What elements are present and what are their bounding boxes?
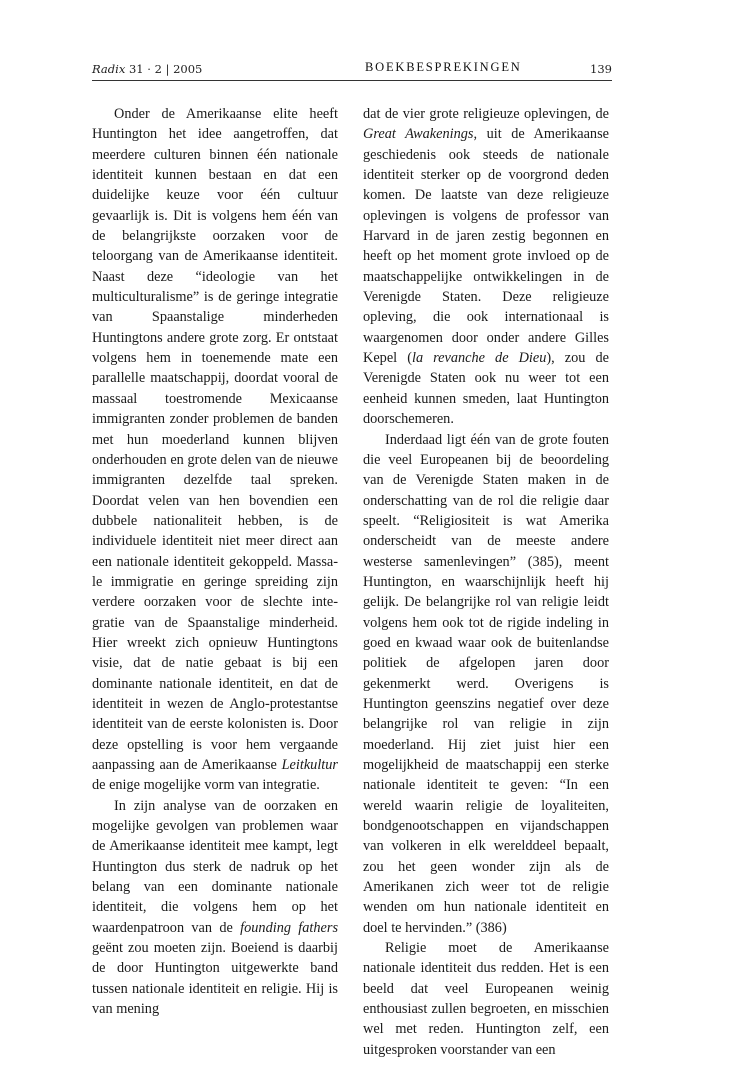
italic-term: Leitkultur xyxy=(281,757,338,773)
journal-citation xyxy=(92,62,202,76)
paragraph: Inderdaad ligt één van de grote fouten die veel Europeanen bij de beoordeling van de Verenigde Staten maken in de onderschatting van de rol die religie daar speelt. “Religiositeit is wat Amerika onderscheidt van de meeste andere westerse samenlevingen” (385), meent Huntington, en waarschijnlijk heeft hij gelijk. De belangrijke rol van religie leidt volgens hem ook tot de rigide indeling in goed en kwaad waar ook de buitenlandse politiek de afgelopen jaren door gekenmerkt werd. Overigens is Huntington geenszins negatief over deze belangrijke rol van religie in zijn moederland. Hij ziet juist hier een mogelijkheid de maatschappij een sterke nationale identiteit te geven: “In een wereld waarin religie de loyaliteiten, bondgenootschappen en vijandschappen van volkeren in elk werelddeel bepaalt, zou het geen wonder zijn als de Amerikanen zich weer tot de religie wenden om hun nationale identiteit en doel te hervinden.” (386) xyxy=(363,431,609,936)
text-run: , uit de Amerikaanse geschiedenis ook steeds de nationale identiteit sterker op de voorgrond deden komen. De laatste van deze religieuze oplevingen is volgens de professor van Harvard in de jaren zestig begonnen en heeft op het moment grote invloed op de maatschappelijke ontwikkelingen in de Verenigde Staten. Deze religieuze opleving, die ook internationaal is waargenomen door onder andere Gilles Kepel ( xyxy=(363,126,609,367)
text-run: In zijn analyse van de oorzaken en mogelijke gevolgen van problemen waar de Amerikaanse identiteit mee kampt, legt Huntington dus sterk de nadruk op het belang van een dominante nationale identiteit, die volgens hem op het waardenpatroon van de xyxy=(92,797,338,936)
italic-term: Great Awakenings xyxy=(363,126,474,143)
page-number: 139 xyxy=(590,62,612,76)
text-run: ), zou de Verenigde Staten ook nu weer tot een eenheid kunnen smeden, laat Huntington doorschemeren. xyxy=(363,350,609,428)
text-run: Onder de Amerikaanse elite heeft Huntington het idee aangetroffen, dat meerdere culturen binnen één nationale identiteit kunnen bestaan en dat een duidelijke keuze voor één cultuur gevaarlijk is. Dit is volgens hem één van de belangrijkste oorzaken voor de teloorgang van de Amerikaanse identiteit. Naast deze “ideologie van het multiculturalisme” is de geringe integratie van Spaanstalige minderheden Huntingtons andere grote zorg. Er ontstaat volgens hem in toenemende mate een parallelle maatschappij, doordat vooral de massaal toestromende Mexicaanse immigranten zonder problemen de banden met hun moederland kunnen blijven onderhouden en grote delen van de nieuwe immigranten dezelfde taal spreken. Doordat velen van hen bovendien een dubbele nationaliteit hebben, is de individuele identiteit niet meer direct aan een nationale identiteit gekoppeld. Massale immigratie en geringe spreiding zijn verdere oorzaken voor de slechte integratie van de Spaanstalige minderheid. Hier wreekt zich opnieuw Huntingtons visie, dat de natie gebaat is bij een dominante nationale identiteit, en dat de identiteit in wezen de Anglo-protestantse identiteit van de eerste kolonisten is. Door deze opstelling is voor hem vergaande aanpassing aan de Amerikaanse xyxy=(92,106,338,773)
journal-name: Radix xyxy=(92,62,126,76)
paragraph xyxy=(92,104,338,796)
paragraph: Religie moet de Amerikaanse nationale identiteit dus redden. Het is een beeld dat veel Europeanen weinig enthousiast zullen begroeten, en misschien wel met reden. Huntington zelf, een uitgesproken voorstander van een xyxy=(363,940,609,1058)
section-title: BOEKBESPREKINGEN xyxy=(365,60,522,74)
italic-term: la revanche de Dieu xyxy=(411,350,547,367)
italic-term: founding fathers xyxy=(240,919,339,936)
header-rule xyxy=(92,80,612,81)
left-column xyxy=(92,104,338,1019)
text-run: dat de vier grote religieuze oplevingen, de xyxy=(363,106,609,122)
text-run: geënt zou moeten zijn. Boeiend is daarbij de door Huntington uitgewerkte band tussen nationale identiteit en religie. Hij is van mening xyxy=(92,940,338,1018)
paragraph xyxy=(92,796,338,1020)
text-run: de enige mogelijke vorm van integratie. xyxy=(92,777,320,794)
paragraph xyxy=(363,104,609,430)
right-column xyxy=(363,104,609,1060)
issue-info: 31 · 2 | 2005 xyxy=(125,62,203,76)
running-header xyxy=(92,60,612,80)
